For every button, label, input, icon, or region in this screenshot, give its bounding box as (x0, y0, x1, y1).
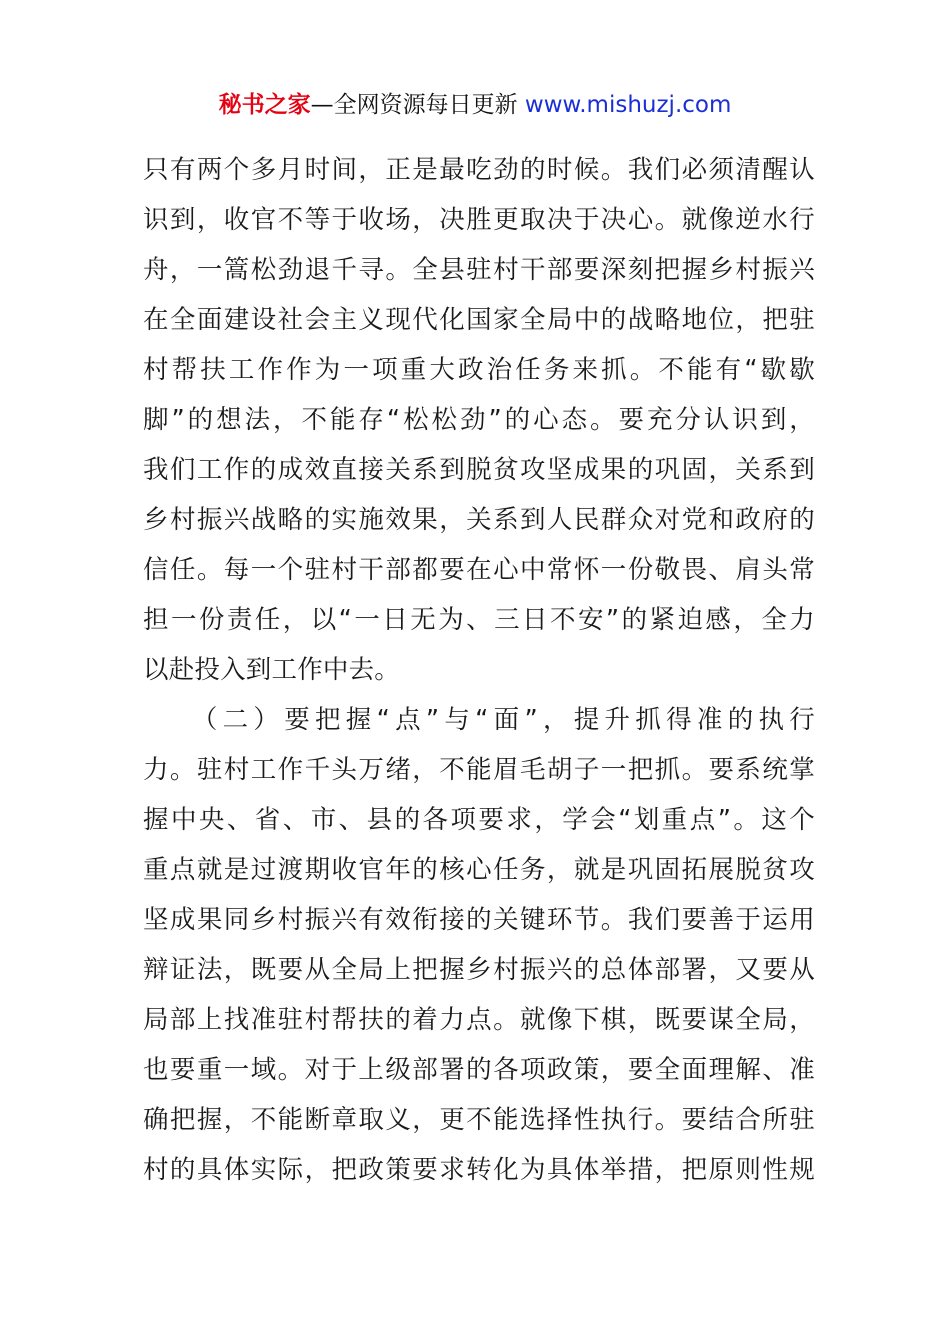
text-line: 村的具体实际，把政策要求转化为具体举措，把原则性规 (143, 1155, 815, 1185)
brand-name: 秘书之家 (218, 92, 311, 118)
text-line: 脚”的想法，不能存“松松劲”的心态。要充分认识到， (143, 405, 815, 435)
text-line: 识到，收官不等于收场，决胜更取决于决心。就像逆水行 (143, 205, 815, 235)
site-url[interactable]: www.mishuzj.com (524, 92, 732, 118)
section-heading-line: （二）要把握“点”与“面”，提升抓得准的执行 (143, 705, 815, 735)
text-line: 村帮扶工作作为一项重大政治任务来抓。不能有“歇歇 (143, 355, 815, 385)
text-line: 舟，一篙松劲退千寻。全县驻村干部要深刻把握乡村振兴 (143, 255, 815, 285)
text-line: 确把握，不能断章取义，更不能选择性执行。要结合所驻 (143, 1105, 815, 1135)
header-tagline: —全网资源每日更新 (310, 92, 518, 118)
text-line: 在全面建设社会主义现代化国家全局中的战略地位，把驻 (143, 305, 815, 335)
document-body (143, 145, 815, 1195)
text-line: 局部上找准驻村帮扶的着力点。就像下棋，既要谋全局， (143, 1005, 815, 1035)
text-line: 力。驻村工作千头万绪，不能眉毛胡子一把抓。要系统掌 (143, 755, 815, 785)
text-line: 握中央、省、市、县的各项要求，学会“划重点”。这个 (143, 805, 815, 835)
text-line: 乡村振兴战略的实施效果，关系到人民群众对党和政府的 (143, 505, 815, 535)
text-line: 以赴投入到工作中去。 (143, 655, 401, 685)
text-line: 担一份责任，以“一日无为、三日不安”的紧迫感，全力 (143, 605, 815, 635)
site-header (0, 88, 950, 122)
text-line: 也要重一域。对于上级部署的各项政策，要全面理解、准 (143, 1055, 815, 1085)
text-line: 坚成果同乡村振兴有效衔接的关键环节。我们要善于运用 (143, 905, 815, 935)
text-line: 我们工作的成效直接关系到脱贫攻坚成果的巩固，关系到 (143, 455, 815, 485)
text-line: 只有两个多月时间，正是最吃劲的时候。我们必须清醒认 (143, 155, 815, 185)
text-line: 辩证法，既要从全局上把握乡村振兴的总体部署，又要从 (143, 955, 815, 985)
text-line: 信任。每一个驻村干部都要在心中常怀一份敬畏、肩头常 (143, 555, 815, 585)
text-line: 重点就是过渡期收官年的核心任务，就是巩固拓展脱贫攻 (143, 855, 815, 885)
